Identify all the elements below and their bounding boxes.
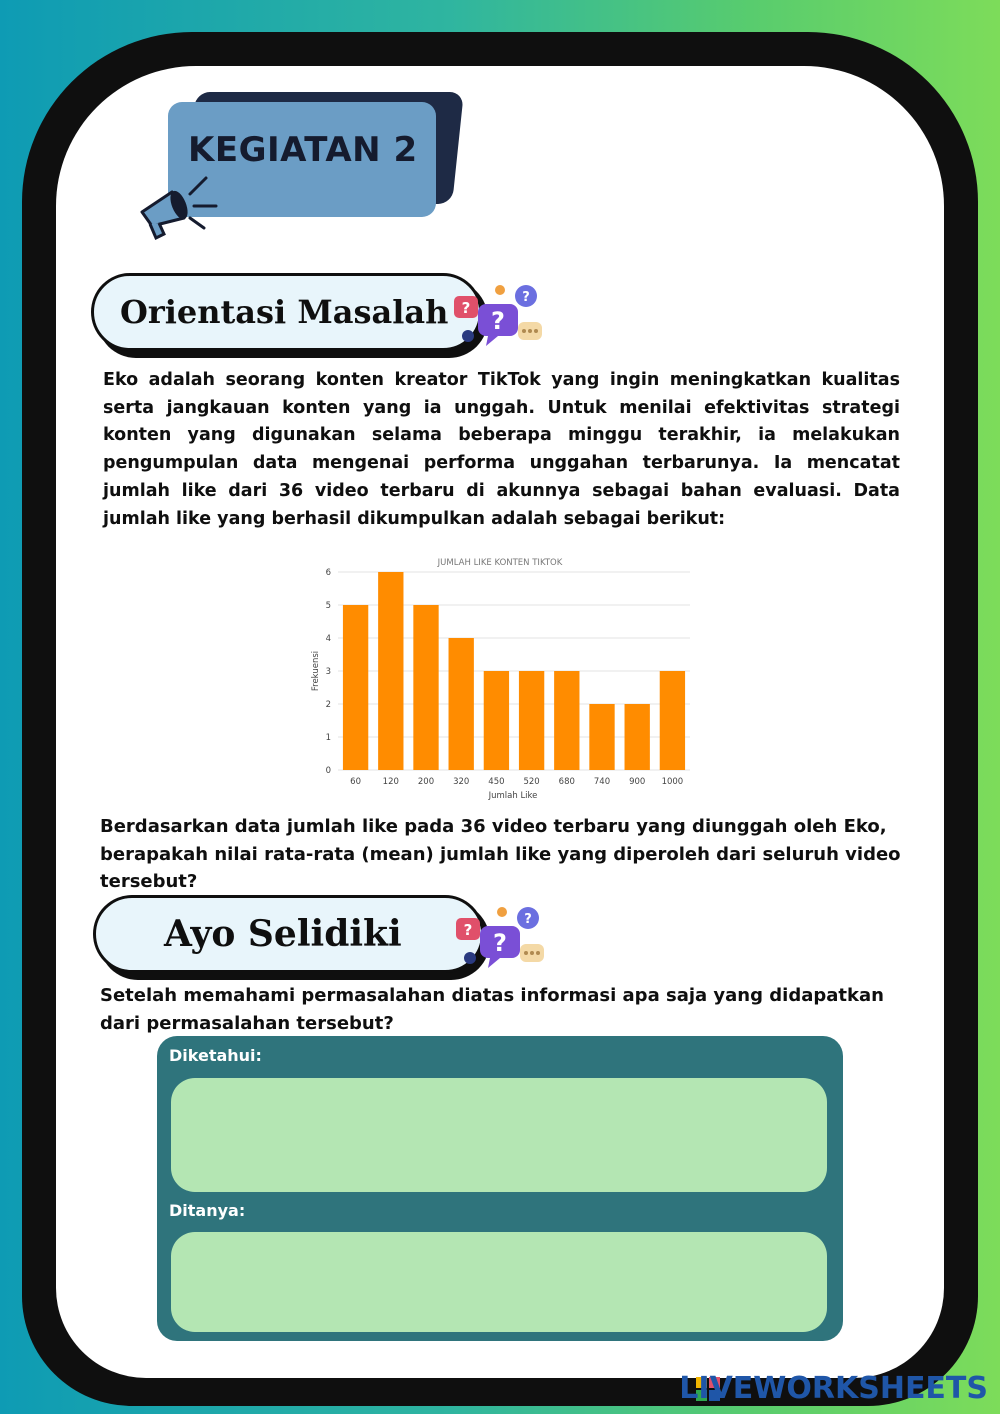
svg-text:?: ? (463, 921, 473, 939)
activity-title: KEGIATAN 2 (188, 130, 418, 170)
asked-label: Ditanya: (169, 1201, 246, 1220)
liveworksheets-brand: LIVEWORKSHEETS (679, 1371, 988, 1406)
chart-xtick-label: 60 (350, 777, 362, 787)
chart-bar-680 (554, 671, 579, 770)
section-title-pill-orientasi (91, 273, 482, 351)
chart-xtick-label: 320 (453, 777, 470, 787)
section-title-selidiki: Ayo Selidiki (164, 913, 402, 955)
problem-paragraph: Eko adalah seorang konten kreator TikTok yang ingin meningkatkan kualitas serta jangkauan konten yang ia unggah. Untuk menilai efektivitas strategi konten yang digunakan selama beberapa minggu terakhir, ia melakukan pengumpulan data mengenai performa unggahan terbarunya. Ia mencatat jumlah like dari 36 video terbaru di akunnya sebagai bahan evaluasi. Data jumlah like yang berhasil dikumpulkan adalah sebagai berikut: (103, 370, 900, 529)
chart-xtick-label: 120 (382, 777, 399, 787)
question-paragraph: Berdasarkan data jumlah like pada 36 video terbaru yang diunggah oleh Eko, berapakah nilai rata-rata (mean) jumlah like yang diperoleh dari seluruh video tersebut? (100, 816, 901, 892)
megaphone-icon (132, 168, 222, 244)
chart-bar-120 (378, 572, 403, 770)
svg-text:?: ? (524, 912, 532, 927)
svg-text:?: ? (461, 299, 471, 317)
chart-xtick-label: 520 (523, 777, 540, 787)
section-title-orientasi: Orientasi Masalah (120, 293, 449, 331)
chart-xtick-label: 1000 (661, 777, 684, 787)
chart-ylabel: Frekuensi (311, 650, 321, 692)
chart-ytick-label: 4 (325, 634, 331, 644)
chart-ytick-label: 1 (325, 733, 331, 743)
question-chat-icon (450, 904, 550, 970)
svg-text:?: ? (491, 307, 505, 335)
question-chat-icon (448, 282, 548, 348)
chart-xtick-label: 450 (488, 777, 505, 787)
answer-panel (157, 1036, 843, 1341)
svg-text:?: ? (493, 929, 507, 957)
chart-xtick-label: 900 (629, 777, 646, 787)
known-label: Diketahui: (169, 1046, 262, 1065)
chart-xlabel: Jumlah Like (488, 791, 538, 801)
chart-bar-450 (484, 671, 509, 770)
chart-xtick-label: 680 (558, 777, 575, 787)
asked-answer-box[interactable] (171, 1232, 827, 1332)
chart-xtick-label: 200 (417, 777, 435, 787)
svg-text:?: ? (522, 290, 530, 305)
chart-ytick-label: 0 (325, 766, 331, 776)
chart-xtick-label: 740 (593, 777, 611, 787)
chart-bar-200 (413, 605, 438, 770)
chart-ytick-label: 6 (325, 568, 331, 578)
like-frequency-chart (305, 553, 700, 803)
chart-bar-1000 (660, 671, 685, 770)
chart-ytick-label: 5 (325, 601, 331, 611)
chart-bar-520 (519, 671, 544, 770)
chart-title: JUMLAH LIKE KONTEN TIKTOK (437, 558, 563, 568)
instruction-paragraph: Setelah memahami permasalahan diatas informasi apa saja yang didapatkan dari permasalahan tersebut? (100, 985, 884, 1034)
chart-ytick-label: 3 (325, 667, 331, 677)
known-answer-box[interactable] (171, 1078, 827, 1192)
chart-ytick-label: 2 (325, 700, 331, 710)
section-title-pill-selidiki (93, 895, 484, 973)
chart-bar-740 (589, 704, 614, 770)
chart-bar-320 (449, 638, 474, 770)
chart-bar-60 (343, 605, 368, 770)
chart-bar-900 (625, 704, 650, 770)
